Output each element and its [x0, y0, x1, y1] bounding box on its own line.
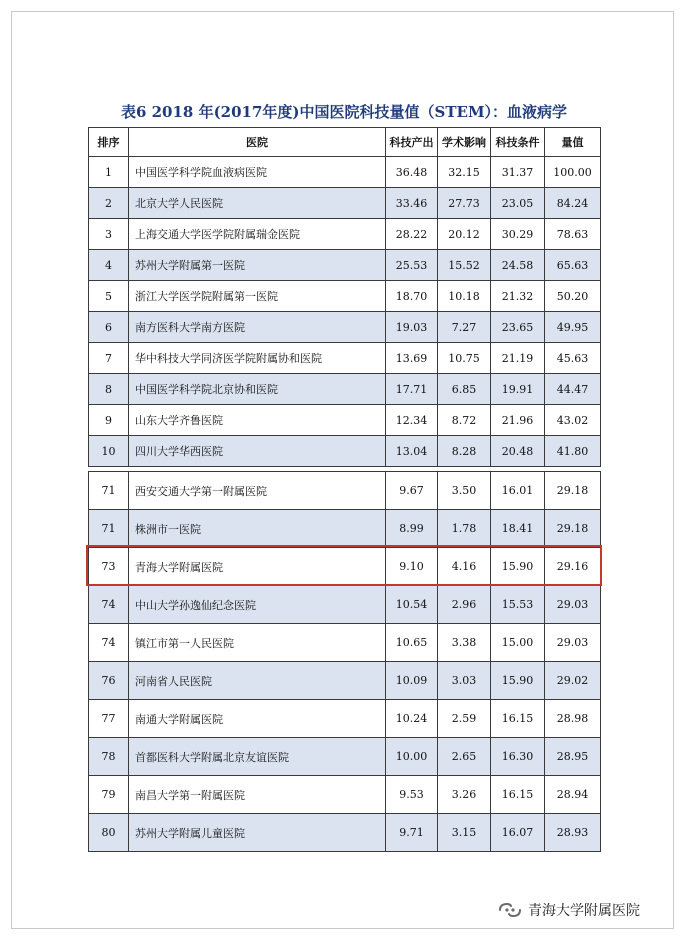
cell-hospital: 南通大学附属医院 — [129, 700, 386, 738]
cell-score: 28.95 — [545, 738, 601, 776]
cell-conditions: 16.07 — [491, 814, 545, 852]
cell-conditions: 19.91 — [491, 374, 545, 405]
table-row — [89, 312, 601, 343]
cell-score: 44.47 — [545, 374, 601, 405]
cell-conditions: 16.15 — [491, 700, 545, 738]
cell-impact: 3.03 — [438, 662, 491, 700]
cell-output: 19.03 — [386, 312, 438, 343]
cell-output: 9.53 — [386, 776, 438, 814]
cell-hospital: 镇江市第一人民医院 — [129, 624, 386, 662]
cell-impact: 7.27 — [438, 312, 491, 343]
cell-rank: 10 — [89, 436, 129, 467]
cell-hospital: 中国医学科学院血液病医院 — [129, 157, 386, 188]
cell-output: 9.67 — [386, 472, 438, 510]
cell-rank: 80 — [89, 814, 129, 852]
cell-output: 10.00 — [386, 738, 438, 776]
table-title-text: 2018 年(2017年度)中国医院科技量值（STEM）：血液病学 — [146, 103, 568, 121]
table-row — [89, 436, 601, 467]
table-row — [89, 374, 601, 405]
cell-rank: 9 — [89, 405, 129, 436]
cell-hospital: 浙江大学医学院附属第一医院 — [129, 281, 386, 312]
table-row — [89, 586, 601, 624]
cell-score: 65.63 — [545, 250, 601, 281]
cell-conditions: 16.15 — [491, 776, 545, 814]
cell-conditions: 31.37 — [491, 157, 545, 188]
cell-impact: 4.16 — [438, 548, 491, 586]
cell-rank: 5 — [89, 281, 129, 312]
cell-output: 33.46 — [386, 188, 438, 219]
cell-hospital: 苏州大学附属儿童医院 — [129, 814, 386, 852]
table-row — [89, 814, 601, 852]
cell-score: 29.18 — [545, 510, 601, 548]
cell-impact: 2.96 — [438, 586, 491, 624]
cell-impact: 20.12 — [438, 219, 491, 250]
table-row — [89, 548, 601, 586]
cell-score: 29.16 — [545, 548, 601, 586]
cell-output: 12.34 — [386, 405, 438, 436]
cell-impact: 3.38 — [438, 624, 491, 662]
cell-hospital: 西安交通大学第一附属医院 — [129, 472, 386, 510]
table-row — [89, 250, 601, 281]
table-row — [89, 219, 601, 250]
cell-rank: 2 — [89, 188, 129, 219]
cell-hospital: 华中科技大学同济医学院附属协和医院 — [129, 343, 386, 374]
watermark-text: 青海大学附属医院 — [528, 903, 640, 919]
cell-score: 28.93 — [545, 814, 601, 852]
table-title — [88, 100, 600, 124]
cell-output: 10.65 — [386, 624, 438, 662]
cell-rank: 4 — [89, 250, 129, 281]
cell-hospital: 南昌大学第一附属医院 — [129, 776, 386, 814]
cell-rank: 73 — [89, 548, 129, 586]
cell-hospital: 山东大学齐鲁医院 — [129, 405, 386, 436]
cell-output: 10.24 — [386, 700, 438, 738]
cell-output: 25.53 — [386, 250, 438, 281]
cell-conditions: 20.48 — [491, 436, 545, 467]
cell-output: 13.04 — [386, 436, 438, 467]
cell-impact: 27.73 — [438, 188, 491, 219]
cell-conditions: 15.53 — [491, 586, 545, 624]
cell-impact: 8.28 — [438, 436, 491, 467]
cell-impact: 10.18 — [438, 281, 491, 312]
cell-conditions: 21.19 — [491, 343, 545, 374]
header-rank: 排序 — [89, 128, 129, 157]
cell-impact: 6.85 — [438, 374, 491, 405]
cell-rank: 74 — [89, 586, 129, 624]
table-row — [89, 510, 601, 548]
cell-score: 28.98 — [545, 700, 601, 738]
cell-conditions: 16.30 — [491, 738, 545, 776]
cell-output: 18.70 — [386, 281, 438, 312]
cell-conditions: 21.32 — [491, 281, 545, 312]
cell-impact: 3.50 — [438, 472, 491, 510]
cell-rank: 3 — [89, 219, 129, 250]
table-row — [89, 662, 601, 700]
cell-rank: 74 — [89, 624, 129, 662]
cell-score: 41.80 — [545, 436, 601, 467]
cell-impact: 2.59 — [438, 700, 491, 738]
header-output: 科技产出 — [386, 128, 438, 157]
cell-conditions: 23.05 — [491, 188, 545, 219]
cell-rank: 71 — [89, 472, 129, 510]
cell-rank: 1 — [89, 157, 129, 188]
cell-hospital: 青海大学附属医院 — [129, 548, 386, 586]
cell-hospital: 北京大学人民医院 — [129, 188, 386, 219]
table-row — [89, 700, 601, 738]
header-hospital: 医院 — [129, 128, 386, 157]
cell-hospital: 株洲市一医院 — [129, 510, 386, 548]
table-header-row — [89, 128, 601, 157]
cell-output: 9.10 — [386, 548, 438, 586]
table-row — [89, 472, 601, 510]
ranking-table-top — [88, 127, 601, 467]
cell-rank: 78 — [89, 738, 129, 776]
cell-conditions: 18.41 — [491, 510, 545, 548]
cell-conditions: 15.00 — [491, 624, 545, 662]
cell-score: 50.20 — [545, 281, 601, 312]
cell-impact: 3.15 — [438, 814, 491, 852]
cell-conditions: 21.96 — [491, 405, 545, 436]
cell-output: 10.09 — [386, 662, 438, 700]
cell-hospital: 中山大学孙逸仙纪念医院 — [129, 586, 386, 624]
cell-impact: 32.15 — [438, 157, 491, 188]
cell-impact: 1.78 — [438, 510, 491, 548]
cell-rank: 79 — [89, 776, 129, 814]
cell-conditions: 15.90 — [491, 548, 545, 586]
table-row — [89, 281, 601, 312]
cell-rank: 6 — [89, 312, 129, 343]
cell-hospital: 南方医科大学南方医院 — [129, 312, 386, 343]
cell-impact: 15.52 — [438, 250, 491, 281]
cell-rank: 77 — [89, 700, 129, 738]
cell-output: 10.54 — [386, 586, 438, 624]
table-row — [89, 624, 601, 662]
cell-output: 17.71 — [386, 374, 438, 405]
wechat-official-account-icon — [498, 901, 522, 919]
cell-output: 28.22 — [386, 219, 438, 250]
cell-hospital: 苏州大学附属第一医院 — [129, 250, 386, 281]
cell-conditions: 16.01 — [491, 472, 545, 510]
cell-output: 13.69 — [386, 343, 438, 374]
table-row — [89, 776, 601, 814]
cell-impact: 3.26 — [438, 776, 491, 814]
cell-score: 28.94 — [545, 776, 601, 814]
cell-impact: 8.72 — [438, 405, 491, 436]
cell-rank: 76 — [89, 662, 129, 700]
header-conditions: 科技条件 — [491, 128, 545, 157]
cell-output: 9.71 — [386, 814, 438, 852]
cell-score: 43.02 — [545, 405, 601, 436]
cell-hospital: 首都医科大学附属北京友谊医院 — [129, 738, 386, 776]
cell-conditions: 24.58 — [491, 250, 545, 281]
cell-score: 78.63 — [545, 219, 601, 250]
table-row — [89, 188, 601, 219]
cell-rank: 71 — [89, 510, 129, 548]
cell-conditions: 30.29 — [491, 219, 545, 250]
cell-score: 29.18 — [545, 472, 601, 510]
table-row — [89, 738, 601, 776]
cell-score: 100.00 — [545, 157, 601, 188]
cell-impact: 2.65 — [438, 738, 491, 776]
cell-output: 36.48 — [386, 157, 438, 188]
cell-score: 29.03 — [545, 586, 601, 624]
table-number: 表6 — [120, 103, 147, 121]
cell-hospital: 上海交通大学医学院附属瑞金医院 — [129, 219, 386, 250]
cell-rank: 8 — [89, 374, 129, 405]
table-row — [89, 157, 601, 188]
cell-conditions: 15.90 — [491, 662, 545, 700]
table-row — [89, 343, 601, 374]
header-impact: 学术影响 — [438, 128, 491, 157]
cell-score: 49.95 — [545, 312, 601, 343]
cell-score: 29.02 — [545, 662, 601, 700]
cell-score: 45.63 — [545, 343, 601, 374]
header-score: 量值 — [545, 128, 601, 157]
cell-rank: 7 — [89, 343, 129, 374]
cell-impact: 10.75 — [438, 343, 491, 374]
cell-score: 84.24 — [545, 188, 601, 219]
watermark — [498, 898, 640, 922]
cell-score: 29.03 — [545, 624, 601, 662]
cell-hospital: 中国医学科学院北京协和医院 — [129, 374, 386, 405]
ranking-table-bottom — [88, 471, 601, 852]
cell-output: 8.99 — [386, 510, 438, 548]
cell-conditions: 23.65 — [491, 312, 545, 343]
cell-hospital: 四川大学华西医院 — [129, 436, 386, 467]
table-row — [89, 405, 601, 436]
cell-hospital: 河南省人民医院 — [129, 662, 386, 700]
